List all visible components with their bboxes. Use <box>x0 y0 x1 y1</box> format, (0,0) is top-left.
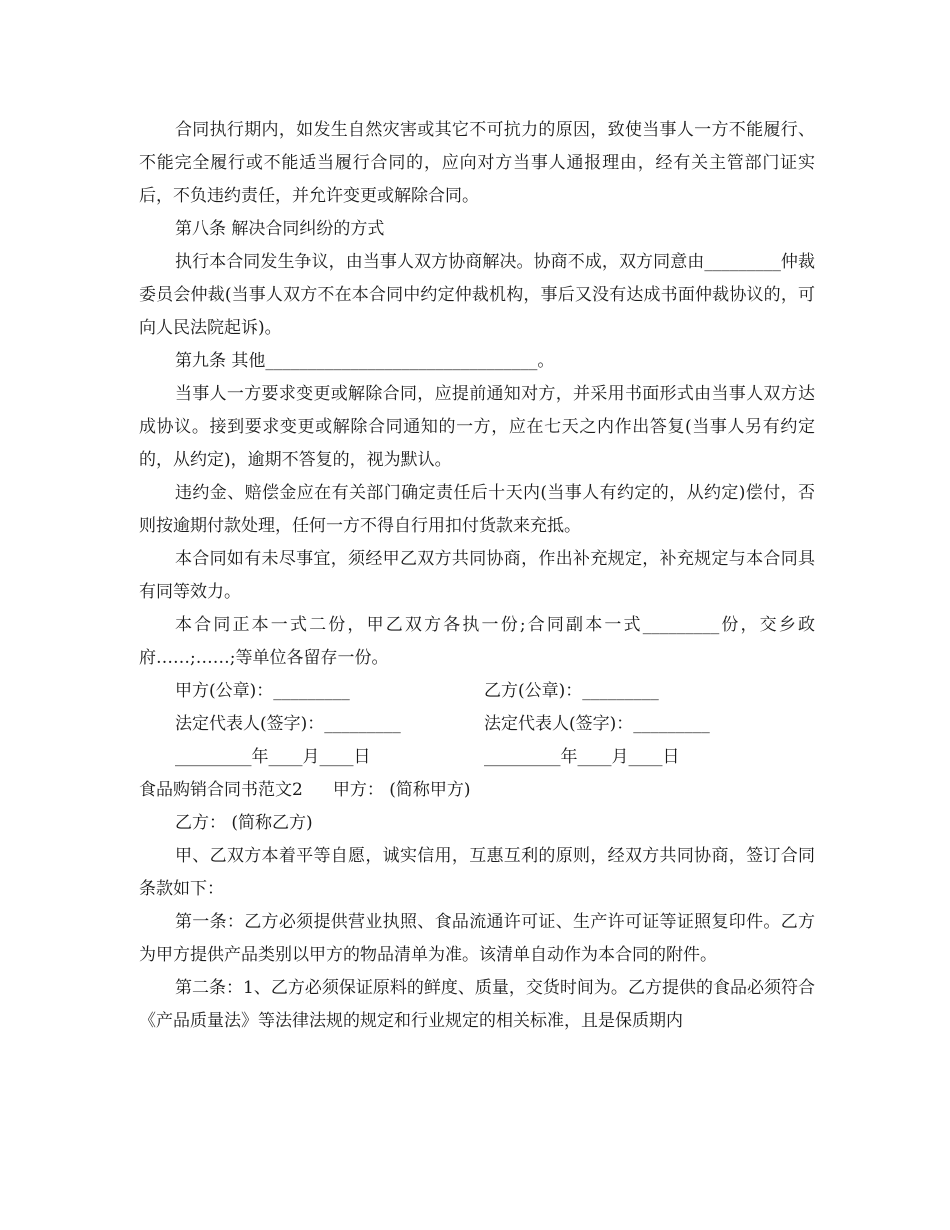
example-2-party-a: 甲方： (简称甲方) <box>332 780 471 800</box>
party-b-representative: 法定代表人(签字)：_________ <box>484 714 710 734</box>
paragraph-penalty: 违约金、赔偿金应在有关部门确定责任后十天内(当事人有约定的，从约定)偿付，否则按逾期付款处理，任何一方不得自行用扣付货款来充抵。 <box>139 483 815 536</box>
document-page <box>139 114 815 1038</box>
paragraph-supplement: 本合同如有未尽事宜，须经甲乙双方共同协商，作出补充规定，补充规定与本合同具有同等效力。 <box>139 549 815 602</box>
party-a-seal: 甲方(公章)：_________ <box>175 681 350 701</box>
party-a-date: _________年____月____日 <box>175 747 371 767</box>
article-9-heading: 第九条 其他________________________________。 <box>175 351 555 371</box>
paragraph-contract-change: 当事人一方要求变更或解除合同，应提前通知对方，并采用书面形式由当事人双方达成协议。接到要求变更或解除合同通知的一方，应在七天之内作出答复(当事人另有约定的，从约定)，逾期不答复的，视为默认。 <box>139 384 815 470</box>
paragraph-principles: 甲、乙双方本着平等自愿，诚实信用，互惠互利的原则，经双方共同协商，签订合同条款如下： <box>139 846 815 899</box>
paragraph-force-majeure: 合同执行期内，如发生自然灾害或其它不可抗力的原因，致使当事人一方不能履行、不能完全履行或不能适当履行合同的，应向对方当事人通报理由，经有关主管部门证实后，不负违约责任，并允许变更或解除合同。 <box>139 120 815 206</box>
article-8-heading: 第八条 解决合同纠纷的方式 <box>175 219 385 239</box>
signature-row-representative <box>139 708 815 741</box>
paragraph-article-2: 第二条：1、乙方必须保证原料的鲜度、质量，交货时间为。乙方提供的食品必须符合《产品质量法》等法律法规的规定和行业规定的相关标准，且是保质期内 <box>139 978 815 1031</box>
signature-row-date <box>139 741 815 774</box>
example-2-party-b: 乙方： (简称乙方) <box>175 813 313 833</box>
paragraph-article-1: 第一条：乙方必须提供营业执照、食品流通许可证、生产许可证等证照复印件。乙方为甲方提供产品类别以甲方的物品清单为准。该清单自动作为本合同的附件。 <box>139 912 815 965</box>
party-b-seal: 乙方(公章)：_________ <box>484 681 659 701</box>
example-2-title: 食品购销合同书范文2 <box>139 780 303 800</box>
party-b-date: _________年____月____日 <box>484 747 680 767</box>
example-2-header <box>139 774 815 807</box>
paragraph-copies: 本合同正本一式二份，甲乙双方各执一份;合同副本一式_________份，交乡政府……;……;等单位各留存一份。 <box>139 615 815 668</box>
party-a-representative: 法定代表人(签字)：_________ <box>175 714 401 734</box>
signature-row-seal <box>139 675 815 708</box>
paragraph-dispute-resolution: 执行本合同发生争议，由当事人双方协商解决。协商不成，双方同意由_________仲裁委员会仲裁(当事人双方不在本合同中约定仲裁机构，事后又没有达成书面仲裁协议的，可向人民法院起诉)。 <box>139 252 815 338</box>
